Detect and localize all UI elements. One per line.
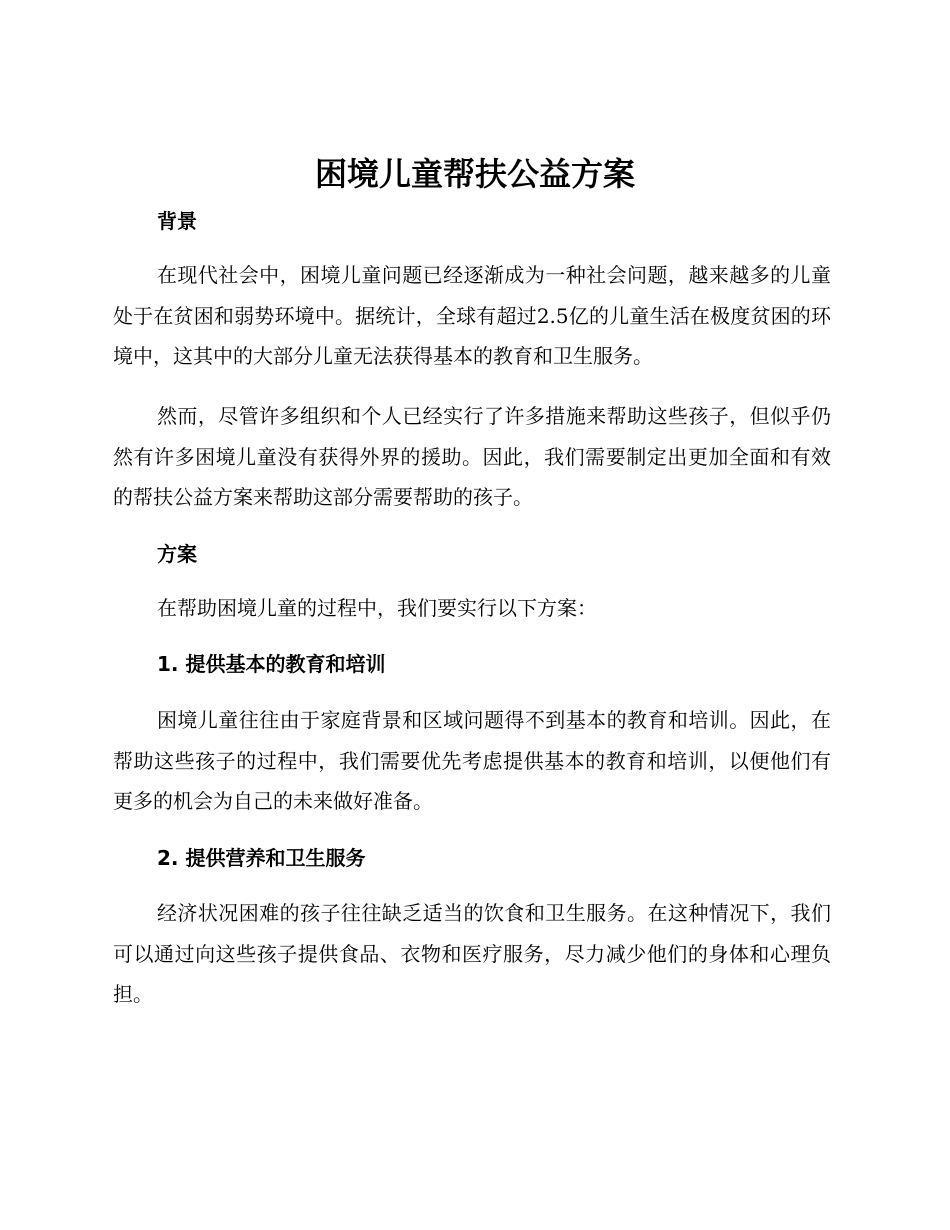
plan-intro: 在帮助困境儿童的过程中，我们要实行以下方案： bbox=[157, 596, 597, 620]
document-title: 困境儿童帮扶公益方案 bbox=[314, 155, 635, 193]
section-heading-plan: 方案 bbox=[157, 542, 197, 566]
plan-item-paragraph-1: 困境儿童往往由于家庭背景和区域问题得不到基本的教育和培训。因此，在帮助这些孩子的过程中，我们需要优先考虑提供基本的教育和培训，以便他们有更多的机会为自己的未来做好准备。 bbox=[113, 708, 831, 813]
background-paragraph-2: 然而，尽管许多组织和个人已经实行了许多措施来帮助这些孩子，但似乎仍然有许多困境儿童没有获得外界的援助。因此，我们需要制定出更加全面和有效的帮扶公益方案来帮助这部分需要帮助的孩子。 bbox=[113, 404, 831, 509]
plan-item-heading-1: 1. 提供基本的教育和培训 bbox=[157, 652, 386, 676]
plan-item-heading-2: 2. 提供营养和卫生服务 bbox=[157, 846, 366, 870]
plan-item-paragraph-2: 经济状况困难的孩子往往缺乏适当的饮食和卫生服务。在这种情况下，我们可以通过向这些孩子提供食品、衣物和医疗服务，尽力减少他们的身体和心理负担。 bbox=[113, 901, 831, 1006]
section-heading-background: 背景 bbox=[157, 209, 197, 233]
background-paragraph-1: 在现代社会中，困境儿童问题已经逐渐成为一种社会问题，越来越多的儿童处于在贫困和弱势环境中。据统计，全球有超过2.5亿的儿童生活在极度贫困的环境中，这其中的大部分儿童无法获得基本的教育和卫生服务。 bbox=[113, 263, 831, 368]
